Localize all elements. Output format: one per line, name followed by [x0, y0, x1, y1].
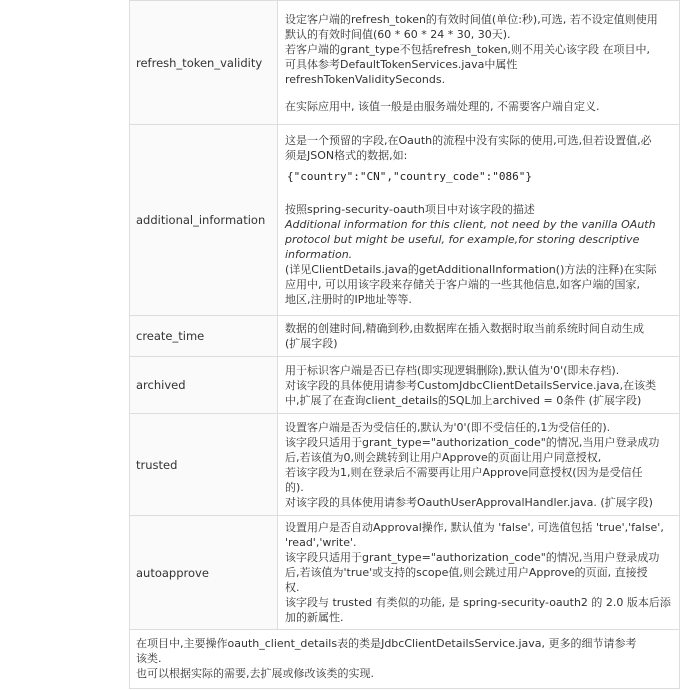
table-row	[130, 125, 680, 316]
desc-line: 用于标识客户端是否已存档(即实现逻辑删除),默认值为'0'(即未存档).	[285, 363, 620, 377]
desc-line: 应用中, 可以用该字段来存储关于客户端的一些其他信息,如客户端的国家,	[285, 278, 640, 291]
desc-line: 设置客户端是否为受信任的,默认为'0'(即不受信任的,1为受信任的).	[285, 420, 611, 434]
desc-line: 后,若该值为'true'或支持的scope值,则会跳过用户Approve的页面, 直接授	[285, 566, 648, 579]
field-name: autoapprove	[130, 516, 278, 630]
desc-line: (详见ClientDetails.java的getAdditionalInformation()方法的注释)在实际	[285, 263, 657, 276]
footer-line: 也可以根据实际的需要,去扩展或修改该类的实现.	[136, 667, 374, 680]
field-name: create_time	[130, 316, 278, 357]
footer-line: 在项目中,主要操作oauth_client_details表的类是JdbcClientDetailsService.java, 更多的细节请参考	[136, 637, 637, 650]
field-description	[278, 316, 680, 357]
desc-line: 该字段只适用于grant_type="authorization_code"的情况,当用户登录成功	[285, 551, 660, 564]
field-description	[278, 414, 680, 516]
desc-line: 若客户端的grant_type不包括refresh_token,则不用关心该字段 在项目中,	[285, 42, 651, 56]
desc-line: 该字段与 trusted 有类似的功能, 是 spring-security-oauth2 的 2.0 版本后添	[285, 596, 671, 609]
desc-line: 'read','write'.	[285, 536, 357, 549]
table-row	[130, 414, 680, 516]
field-description	[278, 125, 680, 316]
desc-line: 设置用户是否自动Approval操作, 默认值为 'false', 可选值包括 'true','false',	[285, 521, 664, 534]
table-row	[130, 357, 680, 414]
table-row	[130, 1, 680, 125]
spacer	[285, 190, 673, 202]
footer-note	[136, 636, 676, 681]
desc-line: 默认的有效时间值(60 * 60 * 24 * 30, 30天).	[285, 27, 511, 41]
json-example: {"country":"CN","country_code":"086"}	[287, 170, 533, 183]
desc-line: 对该字段的具体使用请参考OauthUserApprovalHandler.java. (扩展字段)	[285, 495, 653, 509]
desc-line: (扩展字段)	[285, 337, 338, 350]
table-row	[130, 516, 680, 630]
footer-line: 该类.	[136, 652, 162, 665]
desc-line: 可具体参考DefaultTokenServices.java中属性	[285, 57, 518, 71]
quote-line: Additional information for this client, not need by the vanilla OAuth	[285, 218, 656, 231]
quote-line: protocol but might be useful, for example,for storing descriptive	[285, 233, 640, 246]
field-name: refresh_token_validity	[130, 1, 278, 125]
quote-line: information.	[285, 248, 353, 261]
field-name: archived	[130, 357, 278, 414]
desc-line: 数据的创建时间,精确到秒,由数据库在插入数据时取当前系统时间自动生成	[285, 322, 644, 335]
field-table	[129, 0, 680, 630]
field-name: additional_information	[130, 125, 278, 316]
field-description	[278, 1, 680, 125]
desc-line: 的).	[285, 480, 304, 494]
table-row	[130, 316, 680, 357]
desc-line: refreshTokenValiditySeconds.	[285, 72, 446, 86]
desc-line: 须是JSON格式的数据,如:	[285, 149, 408, 162]
field-description	[278, 516, 680, 630]
desc-line: 在实际应用中, 该值一般是由服务端处理的, 不需要客户端自定义.	[285, 99, 600, 113]
desc-line: 若该字段为1,则在登录后不需要再让用户Approve同意授权(因为是受信任	[285, 465, 643, 479]
field-description	[278, 357, 680, 414]
desc-line: 中,扩展了在查询client_details的SQL加上archived = 0条件 (扩展字段)	[285, 393, 642, 407]
desc-line: 后,若该值为0,则会跳转到让用户Approve的页面让用户同意授权,	[285, 450, 602, 464]
desc-line: 按照spring-security-oauth项目中对该字段的描述	[285, 203, 535, 216]
desc-line: 这是一个预留的字段,在Oauth的流程中没有实际的使用,可选,但若设置值,必	[285, 134, 652, 147]
desc-line: 对该字段的具体使用请参考CustomJdbcClientDetailsService.java,在该类	[285, 378, 657, 392]
desc-line: 地区,注册时的IP地址等等.	[285, 293, 412, 306]
desc-line: 设定客户端的refresh_token的有效时间值(单位:秒),可选, 若不设定值则使用	[285, 12, 658, 26]
field-name: trusted	[130, 414, 278, 516]
desc-line: 加的新属性.	[285, 611, 344, 624]
desc-line: 该字段只适用于grant_type="authorization_code"的情况,当用户登录成功	[285, 435, 660, 449]
spacer	[285, 87, 673, 99]
desc-line: 权.	[285, 581, 300, 594]
